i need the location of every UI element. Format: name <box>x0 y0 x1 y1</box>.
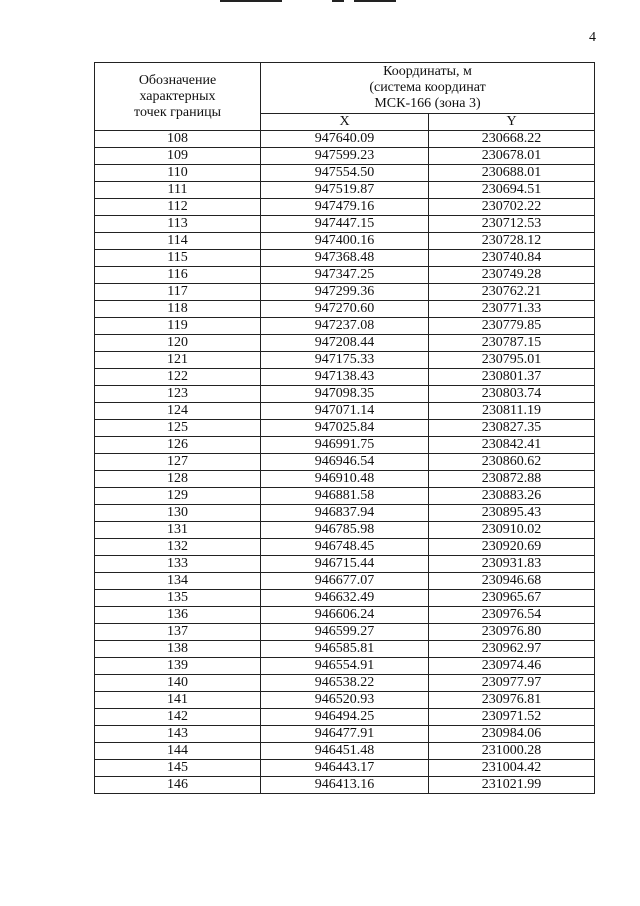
cell-y: 230974.46 <box>429 658 595 675</box>
cell-point: 123 <box>95 386 261 403</box>
cell-x: 947447.15 <box>261 216 429 233</box>
cell-point: 138 <box>95 641 261 658</box>
table-row <box>95 505 595 522</box>
cell-y: 231000.28 <box>429 743 595 760</box>
cell-x: 946538.22 <box>261 675 429 692</box>
table-row <box>95 709 595 726</box>
cell-x: 946881.58 <box>261 488 429 505</box>
cell-point: 113 <box>95 216 261 233</box>
cell-x: 947554.50 <box>261 165 429 182</box>
cell-y: 231021.99 <box>429 777 595 794</box>
cell-point: 132 <box>95 539 261 556</box>
cell-y: 230965.67 <box>429 590 595 607</box>
top-edge-marks <box>220 0 420 3</box>
cell-x: 946606.24 <box>261 607 429 624</box>
cell-y: 230910.02 <box>429 522 595 539</box>
header-point-designation <box>95 63 261 131</box>
table-row <box>95 352 595 369</box>
cell-x: 947025.84 <box>261 420 429 437</box>
cell-y: 230931.83 <box>429 556 595 573</box>
cell-x: 947237.08 <box>261 318 429 335</box>
cell-point: 121 <box>95 352 261 369</box>
cell-y: 230971.52 <box>429 709 595 726</box>
cell-point: 110 <box>95 165 261 182</box>
cell-point: 122 <box>95 369 261 386</box>
table-row <box>95 573 595 590</box>
cell-y: 230801.37 <box>429 369 595 386</box>
cell-point: 139 <box>95 658 261 675</box>
cell-x: 946451.48 <box>261 743 429 760</box>
cell-y: 230795.01 <box>429 352 595 369</box>
cell-point: 119 <box>95 318 261 335</box>
cell-point: 143 <box>95 726 261 743</box>
cell-y: 230712.53 <box>429 216 595 233</box>
header-point-line-3: точек границы <box>134 104 221 120</box>
table-row <box>95 624 595 641</box>
table-row <box>95 233 595 250</box>
cell-y: 230668.22 <box>429 131 595 148</box>
table-row <box>95 539 595 556</box>
cell-point: 125 <box>95 420 261 437</box>
cell-y: 230976.54 <box>429 607 595 624</box>
cell-x: 946991.75 <box>261 437 429 454</box>
cell-point: 126 <box>95 437 261 454</box>
cell-y: 230842.41 <box>429 437 595 454</box>
table-row <box>95 607 595 624</box>
cell-point: 117 <box>95 284 261 301</box>
cell-point: 120 <box>95 335 261 352</box>
cell-y: 230946.68 <box>429 573 595 590</box>
cell-x: 946946.54 <box>261 454 429 471</box>
cell-x: 946632.49 <box>261 590 429 607</box>
table-row <box>95 675 595 692</box>
table-row <box>95 318 595 335</box>
cell-point: 146 <box>95 777 261 794</box>
table-row <box>95 131 595 148</box>
table-row <box>95 658 595 675</box>
cell-point: 111 <box>95 182 261 199</box>
table-row <box>95 692 595 709</box>
table-row <box>95 301 595 318</box>
table-row <box>95 335 595 352</box>
cell-y: 230787.15 <box>429 335 595 352</box>
table-row <box>95 777 595 794</box>
cell-y: 230811.19 <box>429 403 595 420</box>
cell-point: 118 <box>95 301 261 318</box>
table-row <box>95 556 595 573</box>
table-row <box>95 148 595 165</box>
header-coords-line-2: (система координат <box>369 80 486 95</box>
cell-point: 140 <box>95 675 261 692</box>
cell-point: 116 <box>95 267 261 284</box>
cell-y: 230976.81 <box>429 692 595 709</box>
cell-y: 230749.28 <box>429 267 595 284</box>
header-y: Y <box>429 114 595 131</box>
table-row <box>95 284 595 301</box>
cell-point: 108 <box>95 131 261 148</box>
cell-point: 128 <box>95 471 261 488</box>
cell-point: 115 <box>95 250 261 267</box>
cell-x: 947347.25 <box>261 267 429 284</box>
header-point-line-2: характерных <box>139 88 216 104</box>
header-point-line-1: Обозначение <box>138 72 217 88</box>
table-header <box>95 63 595 131</box>
cell-point: 112 <box>95 199 261 216</box>
cell-point: 131 <box>95 522 261 539</box>
table-row <box>95 641 595 658</box>
cell-y: 230883.26 <box>429 488 595 505</box>
table-row <box>95 454 595 471</box>
header-coords-line-1: Координаты, м <box>383 64 472 79</box>
cell-x: 947175.33 <box>261 352 429 369</box>
cell-y: 230740.84 <box>429 250 595 267</box>
table-row <box>95 590 595 607</box>
table-body <box>95 131 595 794</box>
table-row <box>95 760 595 777</box>
top-mark-left <box>220 0 282 2</box>
cell-point: 135 <box>95 590 261 607</box>
table-row <box>95 369 595 386</box>
cell-point: 144 <box>95 743 261 760</box>
cell-point: 137 <box>95 624 261 641</box>
cell-y: 230803.74 <box>429 386 595 403</box>
cell-point: 145 <box>95 760 261 777</box>
cell-x: 946494.25 <box>261 709 429 726</box>
header-coordinates <box>261 63 595 114</box>
table-row <box>95 267 595 284</box>
cell-y: 230976.80 <box>429 624 595 641</box>
cell-y: 230688.01 <box>429 165 595 182</box>
cell-y: 230728.12 <box>429 233 595 250</box>
cell-point: 114 <box>95 233 261 250</box>
cell-y: 231004.42 <box>429 760 595 777</box>
table-row <box>95 182 595 199</box>
cell-x: 947138.43 <box>261 369 429 386</box>
table-row <box>95 216 595 233</box>
cell-x: 947299.36 <box>261 284 429 301</box>
table-row <box>95 437 595 454</box>
cell-x: 946413.16 <box>261 777 429 794</box>
cell-point: 136 <box>95 607 261 624</box>
cell-x: 946677.07 <box>261 573 429 590</box>
cell-y: 230962.97 <box>429 641 595 658</box>
cell-y: 230872.88 <box>429 471 595 488</box>
cell-x: 946520.93 <box>261 692 429 709</box>
cell-x: 946443.17 <box>261 760 429 777</box>
cell-x: 946837.94 <box>261 505 429 522</box>
cell-y: 230895.43 <box>429 505 595 522</box>
cell-point: 109 <box>95 148 261 165</box>
cell-x: 947599.23 <box>261 148 429 165</box>
cell-y: 230678.01 <box>429 148 595 165</box>
cell-y: 230977.97 <box>429 675 595 692</box>
cell-x: 946785.98 <box>261 522 429 539</box>
cell-x: 946715.44 <box>261 556 429 573</box>
cell-x: 947519.87 <box>261 182 429 199</box>
cell-x: 947400.16 <box>261 233 429 250</box>
cell-x: 946477.91 <box>261 726 429 743</box>
cell-point: 124 <box>95 403 261 420</box>
cell-y: 230827.35 <box>429 420 595 437</box>
page-number: 4 <box>589 30 596 45</box>
cell-x: 947270.60 <box>261 301 429 318</box>
cell-x: 946599.27 <box>261 624 429 641</box>
cell-x: 947071.14 <box>261 403 429 420</box>
cell-y: 230860.62 <box>429 454 595 471</box>
coordinates-table <box>94 62 595 794</box>
cell-point: 142 <box>95 709 261 726</box>
cell-y: 230694.51 <box>429 182 595 199</box>
table-row <box>95 403 595 420</box>
cell-y: 230920.69 <box>429 539 595 556</box>
cell-x: 947640.09 <box>261 131 429 148</box>
cell-point: 129 <box>95 488 261 505</box>
table-row <box>95 726 595 743</box>
table-row <box>95 471 595 488</box>
header-coords-line-3: МСК-166 (зона 3) <box>374 96 481 111</box>
cell-y: 230771.33 <box>429 301 595 318</box>
cell-point: 127 <box>95 454 261 471</box>
cell-y: 230984.06 <box>429 726 595 743</box>
cell-point: 133 <box>95 556 261 573</box>
table-row <box>95 386 595 403</box>
cell-x: 946748.45 <box>261 539 429 556</box>
cell-x: 947479.16 <box>261 199 429 216</box>
cell-y: 230762.21 <box>429 284 595 301</box>
cell-y: 230779.85 <box>429 318 595 335</box>
table-row <box>95 165 595 182</box>
table-row <box>95 522 595 539</box>
cell-x: 946554.91 <box>261 658 429 675</box>
table-row <box>95 250 595 267</box>
cell-x: 946910.48 <box>261 471 429 488</box>
cell-x: 947098.35 <box>261 386 429 403</box>
cell-x: 946585.81 <box>261 641 429 658</box>
cell-point: 134 <box>95 573 261 590</box>
table-row <box>95 420 595 437</box>
table-row <box>95 488 595 505</box>
cell-x: 947368.48 <box>261 250 429 267</box>
cell-x: 947208.44 <box>261 335 429 352</box>
table-row <box>95 199 595 216</box>
cell-y: 230702.22 <box>429 199 595 216</box>
cell-point: 130 <box>95 505 261 522</box>
cell-point: 141 <box>95 692 261 709</box>
header-x: X <box>261 114 429 131</box>
table-row <box>95 743 595 760</box>
top-mark-right <box>354 0 396 2</box>
top-mark-middle <box>332 0 344 2</box>
